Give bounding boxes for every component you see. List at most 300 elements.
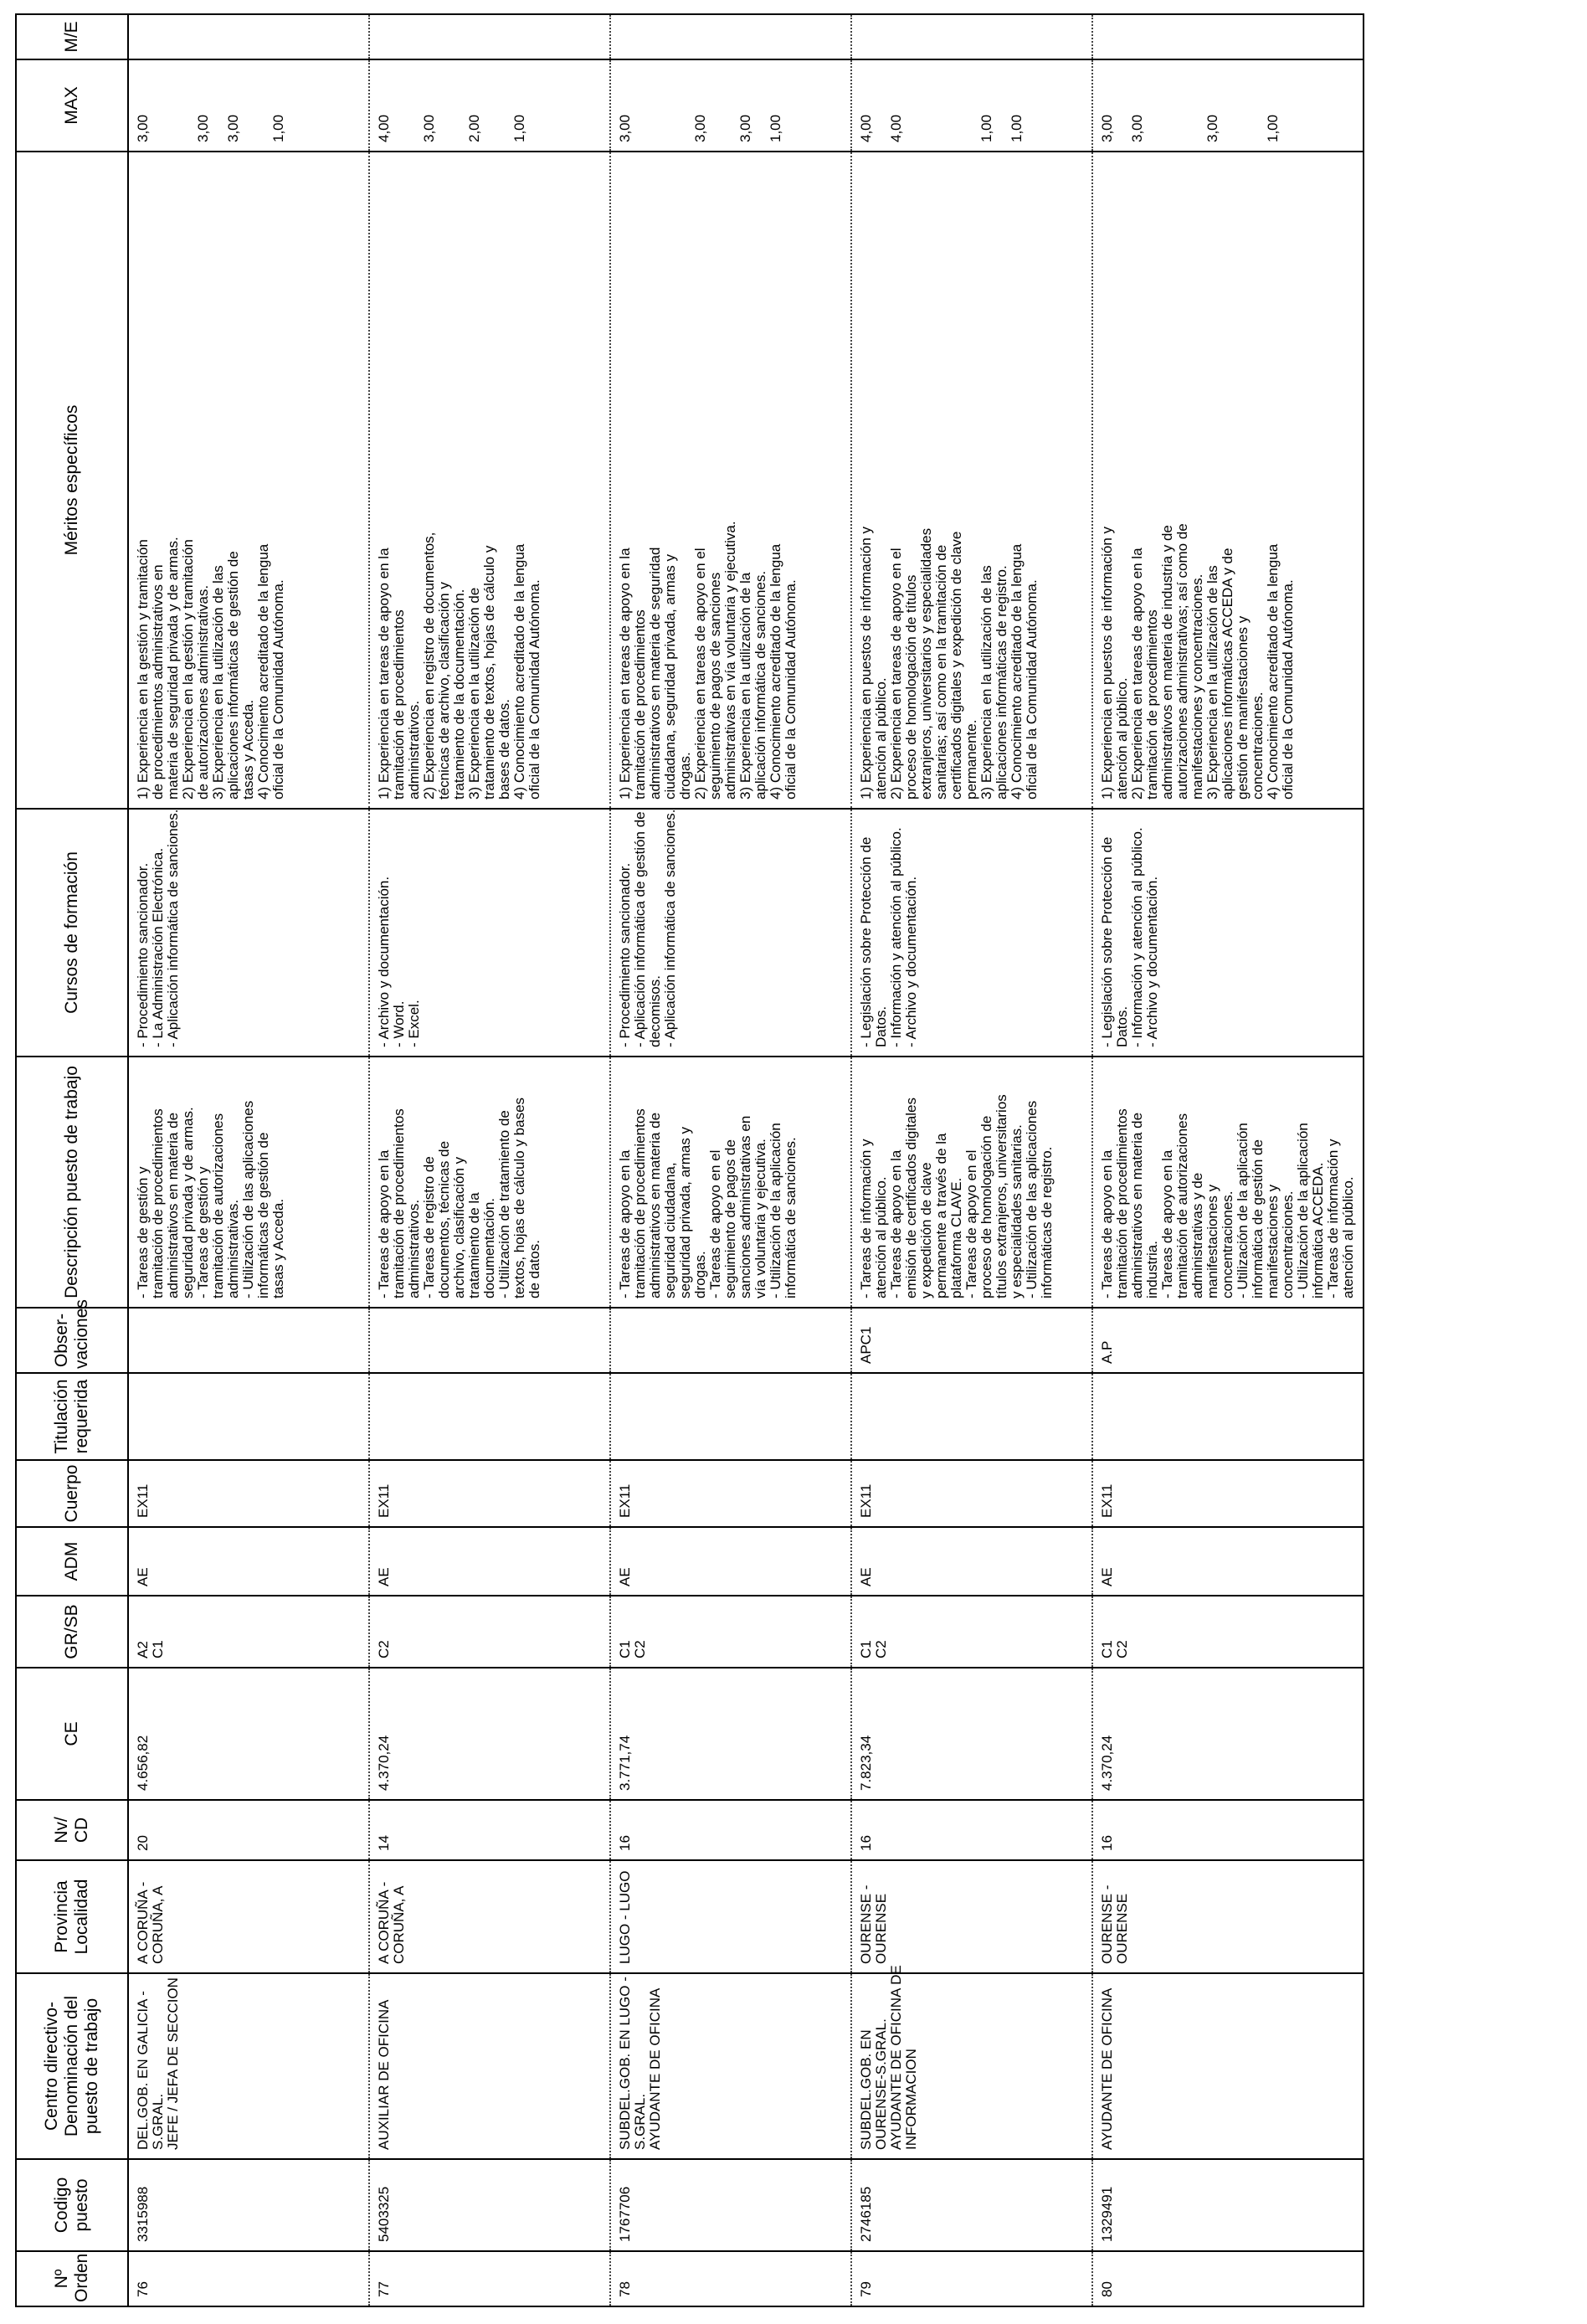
- meritos-line: 2) Experiencia en tareas de apoyo en el: [692, 548, 708, 800]
- meritos-line: aplicación informática de sanciones.: [752, 570, 768, 800]
- descripcion-line: manifestaciones y: [1204, 1184, 1220, 1298]
- header-meritos: Méritos específicos: [16, 152, 128, 809]
- cell-cuerpo: EX11: [1092, 1460, 1364, 1527]
- max-line: 3,00: [135, 114, 151, 142]
- header-nivel: Nv/ CD: [16, 1800, 128, 1860]
- descripcion-line: - Utilización de la aplicación: [1235, 1123, 1251, 1298]
- cell-max: [851, 59, 1092, 152]
- meritos-line: de autorizaciones administrativas.: [195, 584, 211, 800]
- descripcion-line: tratamiento de la: [466, 1192, 482, 1298]
- descripcion-line: - Utilización de tratamiento de: [496, 1110, 512, 1298]
- max-line: [1251, 69, 1266, 142]
- centro-line: OURENSE-S.GRAL.: [873, 2018, 889, 2150]
- centro-line: S.GRAL.: [632, 2093, 648, 2150]
- descripcion-line: - Tareas de apoyo en el: [707, 1149, 723, 1298]
- cursos-line: - Información y atención al público.: [888, 827, 904, 1047]
- meritos-line: 3) Experiencia en la utilización de las: [1204, 565, 1220, 800]
- max-line: [1220, 69, 1235, 142]
- cell-grupo: [369, 1596, 610, 1668]
- meritos-line: certificados digitales y expedición de clave: [948, 531, 964, 800]
- cursos-line: - Aplicación informática de sanciones.: [165, 809, 181, 1047]
- cell-max: [1092, 59, 1364, 152]
- max-line: 1,00: [978, 114, 994, 142]
- cell-grupo: [128, 1596, 369, 1668]
- max-line: [166, 69, 181, 142]
- cell-observaciones: A.P: [1092, 1308, 1364, 1373]
- max-line: 3,00: [617, 114, 633, 142]
- descripcion-line: seguimiento de pagos de: [722, 1139, 738, 1298]
- meritos-line: ciudadana, seguridad privada, armas y: [662, 554, 678, 800]
- cell-descripcion: [851, 1057, 1092, 1308]
- header-adm: ADM: [16, 1527, 128, 1596]
- cell-nivel: 20: [128, 1800, 369, 1860]
- centro-line: S.GRAL.: [150, 2093, 166, 2150]
- grupo-line: C2: [632, 1640, 648, 1658]
- table-row: [851, 14, 1092, 2306]
- grupo-line: C1: [1099, 1640, 1115, 1658]
- header-me: M/E: [16, 14, 128, 59]
- cell-codigo: 5403325: [369, 2159, 610, 2251]
- descripcion-line: - Tareas de gestión y: [195, 1166, 211, 1298]
- max-line: [964, 69, 979, 142]
- cursos-line: - Word.: [391, 1000, 407, 1047]
- descripcion-line: tramitación de procedimientos: [632, 1108, 648, 1298]
- cell-me: [851, 14, 1092, 59]
- grupo-line: C2: [873, 1640, 889, 1658]
- descripcion-line: administrativos.: [406, 1199, 422, 1298]
- meritos-line: 3) Experiencia en la utilización de las: [210, 565, 226, 800]
- centro-line: DEL.GOB. EN GALICIA -: [135, 1991, 151, 2150]
- meritos-line: 1) Experiencia en tareas de apoyo en la: [617, 548, 633, 800]
- meritos-line: materia de seguridad privada y de armas.: [165, 537, 181, 800]
- cursos-line: - Legislación sobre Protección de: [858, 836, 874, 1047]
- cell-cuerpo: EX11: [610, 1460, 851, 1527]
- grupo-line: C1: [858, 1640, 874, 1658]
- descripcion-line: - Tareas de apoyo en la: [376, 1149, 392, 1298]
- descripcion-line: seguridad privada, armas y: [677, 1126, 693, 1298]
- centro-line: AUXILIAR DE OFICINA: [376, 1999, 392, 2150]
- meritos-line: 4) Conocimiento acreditado de la lengua: [1009, 543, 1025, 800]
- max-line: 3,00: [1204, 114, 1220, 142]
- cell-centro: [610, 1973, 851, 2159]
- centro-line: AYUDANTE DE OFICINA DE: [888, 1965, 904, 2150]
- descripcion-line: - Tareas de apoyo en la: [1099, 1149, 1115, 1298]
- meritos-line: 4) Conocimiento acreditado de la lengua: [1265, 543, 1281, 800]
- max-line: 3,00: [421, 114, 437, 142]
- meritos-line: 2) Experiencia en tareas de apoyo en la: [1129, 548, 1145, 800]
- header-ce: CE: [16, 1668, 128, 1800]
- cell-descripcion: [369, 1057, 610, 1308]
- max-line: [1235, 69, 1251, 142]
- cell-titulacion: [1092, 1373, 1364, 1460]
- cell-titulacion: [128, 1373, 369, 1460]
- cell-centro: [851, 1965, 1092, 2159]
- max-line: [904, 69, 919, 142]
- meritos-line: oficial de la Comunidad Autónoma.: [1280, 579, 1296, 800]
- cell-grupo: [851, 1596, 1092, 1668]
- cell-me: [610, 14, 851, 59]
- descripcion-line: manifestaciones y: [1265, 1184, 1281, 1298]
- cell-orden: 78: [610, 2251, 851, 2306]
- table-row: [610, 14, 851, 2306]
- descripcion-line: - Tareas de apoyo en la: [1159, 1149, 1175, 1298]
- cell-nivel: 14: [369, 1800, 610, 1860]
- max-line: [256, 69, 271, 142]
- cursos-line: - Archivo y documentación.: [376, 876, 392, 1047]
- provincia-line: OURENSE -: [1099, 1884, 1115, 1964]
- meritos-line: 3) Experiencia en la utilización de las: [978, 565, 994, 800]
- cell-centro: [1092, 1973, 1364, 2159]
- grupo-line: C1: [617, 1640, 633, 1658]
- header-cursos: Cursos de formación: [16, 809, 128, 1057]
- meritos-line: 4) Conocimiento acreditado de la lengua: [255, 543, 271, 800]
- cursos-line: - Legislación sobre Protección de: [1099, 836, 1115, 1047]
- cell-me: [369, 14, 610, 59]
- descripcion-line: tasas y Acceda.: [270, 1198, 286, 1298]
- cell-adm: AE: [1092, 1527, 1364, 1596]
- descripcion-line: plataforma CLAVE.: [948, 1177, 964, 1298]
- max-line: 4,00: [376, 114, 392, 142]
- header-grupo: GR/SB: [16, 1596, 128, 1668]
- cell-ce: 4.370,24: [1092, 1668, 1364, 1800]
- meritos-line: tratamiento de textos, hojas de cálculo y: [481, 545, 497, 800]
- meritos-line: autorizaciones administrativas; así como de: [1174, 523, 1190, 800]
- header-codigo: Codigo puesto: [16, 2159, 128, 2251]
- descripcion-line: - Tareas de gestión y: [135, 1166, 151, 1298]
- max-line: [994, 69, 1009, 142]
- cell-meritos: [369, 152, 610, 809]
- cell-descripcion: [610, 1057, 851, 1308]
- meritos-line: tramitación de procedimientos: [1144, 609, 1160, 800]
- header-cuerpo: Cuerpo: [16, 1460, 128, 1527]
- cursos-line: - Archivo y documentación.: [903, 876, 919, 1047]
- header-centro: Centro directivo-Denominación del puesto de trabajo: [16, 1973, 128, 2159]
- grupo-line: A2: [135, 1641, 151, 1658]
- cell-orden: 79: [851, 2251, 1092, 2306]
- max-line: 3,00: [1099, 114, 1115, 142]
- centro-line: AYUDANTE DE OFICINA: [1099, 1987, 1115, 2150]
- cell-cursos: [128, 809, 369, 1057]
- descripcion-line: administrativos en materia de: [1129, 1112, 1145, 1298]
- descripcion-line: - Utilización de las aplicaciones: [1024, 1100, 1040, 1298]
- cell-codigo: 3315988: [128, 2159, 369, 2251]
- cell-nivel: 16: [851, 1800, 1092, 1860]
- max-line: [1160, 69, 1175, 142]
- meritos-line: tramitación de procedimientos: [632, 609, 648, 800]
- cell-meritos: [851, 152, 1092, 809]
- max-line: 3,00: [1129, 114, 1145, 142]
- descripcion-line: - Tareas de información y: [858, 1139, 874, 1298]
- descripcion-line: proceso de homologación de: [978, 1115, 994, 1298]
- cell-codigo: 1767706: [610, 2159, 851, 2251]
- max-line: [437, 69, 452, 142]
- descripcion-line: - Utilización de las aplicaciones: [240, 1100, 256, 1298]
- descripcion-line: atención al público.: [873, 1176, 889, 1298]
- descripcion-line: - Tareas de apoyo en la: [617, 1149, 633, 1298]
- meritos-line: sanitarias; así como en la tramitación de: [933, 544, 949, 800]
- cell-descripcion: [128, 1057, 369, 1308]
- cursos-line: - Aplicación informática de gestión de: [632, 811, 648, 1047]
- descripcion-line: textos, hojas de cálculo y bases: [511, 1097, 527, 1298]
- max-line: 1,00: [1009, 114, 1025, 142]
- provincia-line: OURENSE: [873, 1893, 889, 1964]
- max-line: [241, 69, 256, 142]
- header-orden: Nº Orden: [16, 2251, 128, 2306]
- max-line: 3,00: [737, 114, 753, 142]
- max-line: [211, 69, 226, 142]
- cell-provincia: [1092, 1860, 1364, 1973]
- descripcion-line: archivo, clasificación y: [451, 1156, 467, 1298]
- meritos-line: atención al público.: [873, 677, 889, 800]
- meritos-line: administrativos en materia de seguridad: [647, 547, 663, 800]
- cell-ce: 3.771,74: [610, 1668, 851, 1800]
- header-titulacion: Titulación requerida: [16, 1373, 128, 1460]
- meritos-line: 1) Experiencia en la gestión y tramitación: [135, 539, 151, 800]
- meritos-line: 2) Experiencia en registro de documentos,: [421, 532, 437, 800]
- job-positions-table: [15, 13, 1364, 2307]
- descripcion-line: informática ACCEDA.: [1310, 1162, 1326, 1298]
- cursos-line: Datos.: [873, 1005, 889, 1047]
- cell-grupo: [610, 1596, 851, 1668]
- max-line: 1,00: [511, 114, 527, 142]
- cell-cursos: [1092, 809, 1364, 1057]
- descripcion-line: permanente a través de la: [933, 1133, 949, 1298]
- max-line: 1,00: [768, 114, 783, 142]
- cell-me: [1092, 14, 1364, 59]
- descripcion-line: industria.: [1144, 1241, 1160, 1298]
- max-line: [633, 69, 648, 142]
- cell-descripcion: [1092, 1057, 1364, 1308]
- cursos-line: - Excel.: [406, 1000, 422, 1047]
- max-line: [648, 69, 663, 142]
- descripcion-line: - Tareas de apoyo en el: [963, 1149, 979, 1298]
- max-line: [482, 69, 497, 142]
- descripcion-line: tramitación de autorizaciones: [1174, 1113, 1190, 1298]
- descripcion-line: tramitación de procedimientos: [1114, 1108, 1130, 1298]
- descripcion-line: informática de sanciones.: [783, 1137, 799, 1298]
- cell-meritos: [128, 152, 369, 809]
- max-line: 2,00: [466, 114, 482, 142]
- table-row: [128, 14, 369, 2306]
- cell-adm: AE: [851, 1527, 1092, 1596]
- descripcion-line: sanciones administrativas en: [737, 1115, 753, 1298]
- cell-cuerpo: EX11: [128, 1460, 369, 1527]
- meritos-line: 2) Experiencia en tareas de apoyo en el: [888, 548, 904, 800]
- centro-line: JEFE / JEFA DE SECCION: [165, 1977, 181, 2150]
- cell-nivel: 16: [1092, 1800, 1364, 1860]
- cell-adm: AE: [128, 1527, 369, 1596]
- cell-cursos: [610, 809, 851, 1057]
- meritos-line: 1) Experiencia en puestos de información y: [1099, 526, 1115, 800]
- cell-provincia: [610, 1860, 851, 1973]
- meritos-line: aplicaciones informáticas ACCEDA y de: [1220, 548, 1235, 800]
- meritos-line: 2) Experiencia en la gestión y tramitación: [180, 539, 196, 800]
- cell-orden: 76: [128, 2251, 369, 2306]
- meritos-line: oficial de la Comunidad Autónoma.: [783, 579, 799, 800]
- cursos-line: - La Administración Electrónica.: [150, 847, 166, 1047]
- max-line: [452, 69, 467, 142]
- provincia-line: CORUÑA, A: [150, 1885, 166, 1964]
- cell-max: [369, 59, 610, 152]
- descripcion-line: títulos extranjeros, universitarios: [994, 1094, 1009, 1298]
- descripcion-line: tramitación de procedimientos: [391, 1108, 407, 1298]
- max-line: 1,00: [1265, 114, 1281, 142]
- max-line: [181, 69, 196, 142]
- descripcion-line: concentraciones.: [1220, 1190, 1235, 1298]
- centro-line: SUBDEL.GOB. EN LUGO -: [617, 1977, 633, 2150]
- meritos-line: 4) Conocimiento acreditado de la lengua: [511, 543, 527, 800]
- max-line: [934, 69, 949, 142]
- cell-centro: [369, 1973, 610, 2159]
- meritos-line: drogas.: [677, 752, 693, 800]
- header-descripcion: Descripción puesto de trabajo: [16, 1057, 128, 1308]
- meritos-line: administrativas en vía voluntaria y ejecutiva.: [722, 521, 738, 800]
- descripcion-line: documentos, técnicas de: [436, 1140, 452, 1298]
- max-line: [753, 69, 768, 142]
- centro-line: INFORMACION: [903, 2049, 919, 2150]
- grupo-line: C2: [376, 1640, 392, 1658]
- cell-max: [610, 59, 851, 152]
- max-line: [1175, 69, 1190, 142]
- provincia-line: OURENSE -: [858, 1884, 874, 1964]
- max-line: 4,00: [858, 114, 874, 142]
- meritos-line: 3) Experiencia en la utilización de: [466, 587, 482, 800]
- cell-cuerpo: EX11: [369, 1460, 610, 1527]
- centro-line: SUBDEL.GOB. EN: [858, 2029, 874, 2150]
- descripcion-line: atención al público.: [1340, 1176, 1356, 1298]
- meritos-line: extranjeros, universitarios y especialidades: [918, 527, 934, 800]
- cursos-line: Datos.: [1114, 1005, 1130, 1047]
- header-observaciones: Obser-vaciones: [16, 1308, 128, 1373]
- cell-ce: 7.823,34: [851, 1668, 1092, 1800]
- cell-provincia: [851, 1860, 1092, 1973]
- descripcion-line: documentación.: [481, 1197, 497, 1298]
- max-line: [1190, 69, 1205, 142]
- meritos-line: tasas y Acceda.: [240, 699, 256, 800]
- meritos-line: manifestaciones y concentraciones.: [1189, 573, 1205, 800]
- meritos-line: gestión de manifestaciones y: [1235, 615, 1251, 800]
- cell-cursos: [369, 809, 610, 1057]
- max-line: [151, 69, 166, 142]
- meritos-line: seguimiento de pagos de sanciones: [707, 572, 723, 800]
- max-line: [723, 69, 738, 142]
- descripcion-line: informáticas de gestión de: [255, 1132, 271, 1298]
- descripcion-line: tramitación de procedimientos: [150, 1108, 166, 1298]
- max-line: [678, 69, 693, 142]
- cell-centro: [128, 1973, 369, 2159]
- cursos-line: decomisos.: [647, 975, 663, 1047]
- cell-observaciones: [369, 1308, 610, 1373]
- max-line: [919, 69, 934, 142]
- meritos-line: 1) Experiencia en puestos de información y: [858, 526, 874, 800]
- cell-observaciones: [128, 1308, 369, 1373]
- header-provincia: Provincia Localidad: [16, 1860, 128, 1973]
- max-line: 1,00: [270, 114, 286, 142]
- descripcion-line: administrativas.: [225, 1199, 241, 1298]
- cell-ce: 4.370,24: [369, 1668, 610, 1800]
- grupo-line: C1: [150, 1640, 166, 1658]
- meritos-line: oficial de la Comunidad Autónoma.: [270, 579, 286, 800]
- descripcion-line: administrativos en materia de: [647, 1112, 663, 1298]
- max-line: 3,00: [195, 114, 211, 142]
- cell-adm: AE: [610, 1527, 851, 1596]
- cell-titulacion: [610, 1373, 851, 1460]
- cell-nivel: 16: [610, 1800, 851, 1860]
- cell-adm: AE: [369, 1527, 610, 1596]
- max-line: [708, 69, 723, 142]
- table-body: [128, 14, 1364, 2306]
- cell-codigo: 1329491: [1092, 2159, 1364, 2251]
- meritos-line: tramitación de procedimientos: [391, 609, 407, 800]
- provincia-line: CORUÑA, A: [391, 1885, 407, 1964]
- cursos-line: - Procedimiento sancionador.: [135, 862, 151, 1047]
- descripcion-line: vía voluntaria y ejecutiva.: [752, 1139, 768, 1298]
- descripcion-line: informáticas de registro.: [1039, 1146, 1055, 1298]
- max-line: 3,00: [692, 114, 708, 142]
- cell-codigo: 2746185: [851, 2159, 1092, 2251]
- cursos-line: - Procedimiento sancionador.: [617, 862, 633, 1047]
- descripcion-line: seguridad ciudadana,: [662, 1162, 678, 1298]
- meritos-line: bases de datos.: [496, 698, 512, 800]
- descripcion-line: tramitación de autorizaciones: [210, 1113, 226, 1298]
- max-line: [497, 69, 512, 142]
- meritos-line: tratamiento de la documentación.: [451, 589, 467, 800]
- cell-me: [128, 14, 369, 59]
- descripcion-line: emisión de certificados digitales: [903, 1097, 919, 1298]
- descripcion-line: concentraciones.: [1280, 1190, 1296, 1298]
- cell-observaciones: [610, 1308, 851, 1373]
- cell-grupo: [1092, 1596, 1364, 1668]
- cursos-line: - Aplicación informática de sanciones.: [662, 809, 678, 1047]
- meritos-line: 3) Experiencia en la utilización de la: [737, 572, 753, 800]
- max-line: [663, 69, 678, 142]
- descripcion-line: y especialidades sanitarias.: [1009, 1124, 1025, 1298]
- cell-observaciones: APC1: [851, 1308, 1092, 1373]
- descripcion-line: de datos.: [526, 1240, 542, 1298]
- meritos-line: administrativos.: [406, 700, 422, 800]
- descripcion-line: drogas.: [692, 1251, 708, 1298]
- cursos-line: - Información y atención al público.: [1129, 827, 1145, 1047]
- cell-meritos: [610, 152, 851, 809]
- descripcion-line: seguridad privada y de armas.: [180, 1107, 196, 1298]
- meritos-line: oficial de la Comunidad Autónoma.: [1024, 579, 1040, 800]
- provincia-line: OURENSE: [1114, 1893, 1130, 1964]
- max-line: [407, 69, 422, 142]
- max-line: [874, 69, 889, 142]
- cell-cursos: [851, 809, 1092, 1057]
- max-line: [949, 69, 964, 142]
- max-line: 4,00: [888, 114, 904, 142]
- cell-titulacion: [851, 1373, 1092, 1460]
- meritos-line: de procedimientos administrativos en: [150, 564, 166, 800]
- cell-provincia: [128, 1860, 369, 1973]
- cell-orden: 77: [369, 2251, 610, 2306]
- table-row: [1092, 14, 1364, 2306]
- descripcion-line: - Tareas de registro de: [421, 1156, 437, 1298]
- meritos-line: 4) Conocimiento acreditado de la lengua: [768, 543, 783, 800]
- provincia-line: A CORUÑA -: [376, 1881, 392, 1964]
- table-row: [369, 14, 610, 2306]
- descripcion-line: - Tareas de apoyo en la: [888, 1149, 904, 1298]
- descripcion-line: informática de gestión de: [1250, 1139, 1266, 1298]
- meritos-line: atención al público.: [1114, 677, 1130, 800]
- max-line: 3,00: [225, 114, 241, 142]
- cell-orden: 80: [1092, 2251, 1364, 2306]
- meritos-line: oficial de la Comunidad Autónoma.: [526, 579, 542, 800]
- descripcion-line: administrativos en materia de: [165, 1112, 181, 1298]
- grupo-line: C2: [1114, 1640, 1130, 1658]
- cell-provincia: [369, 1860, 610, 1973]
